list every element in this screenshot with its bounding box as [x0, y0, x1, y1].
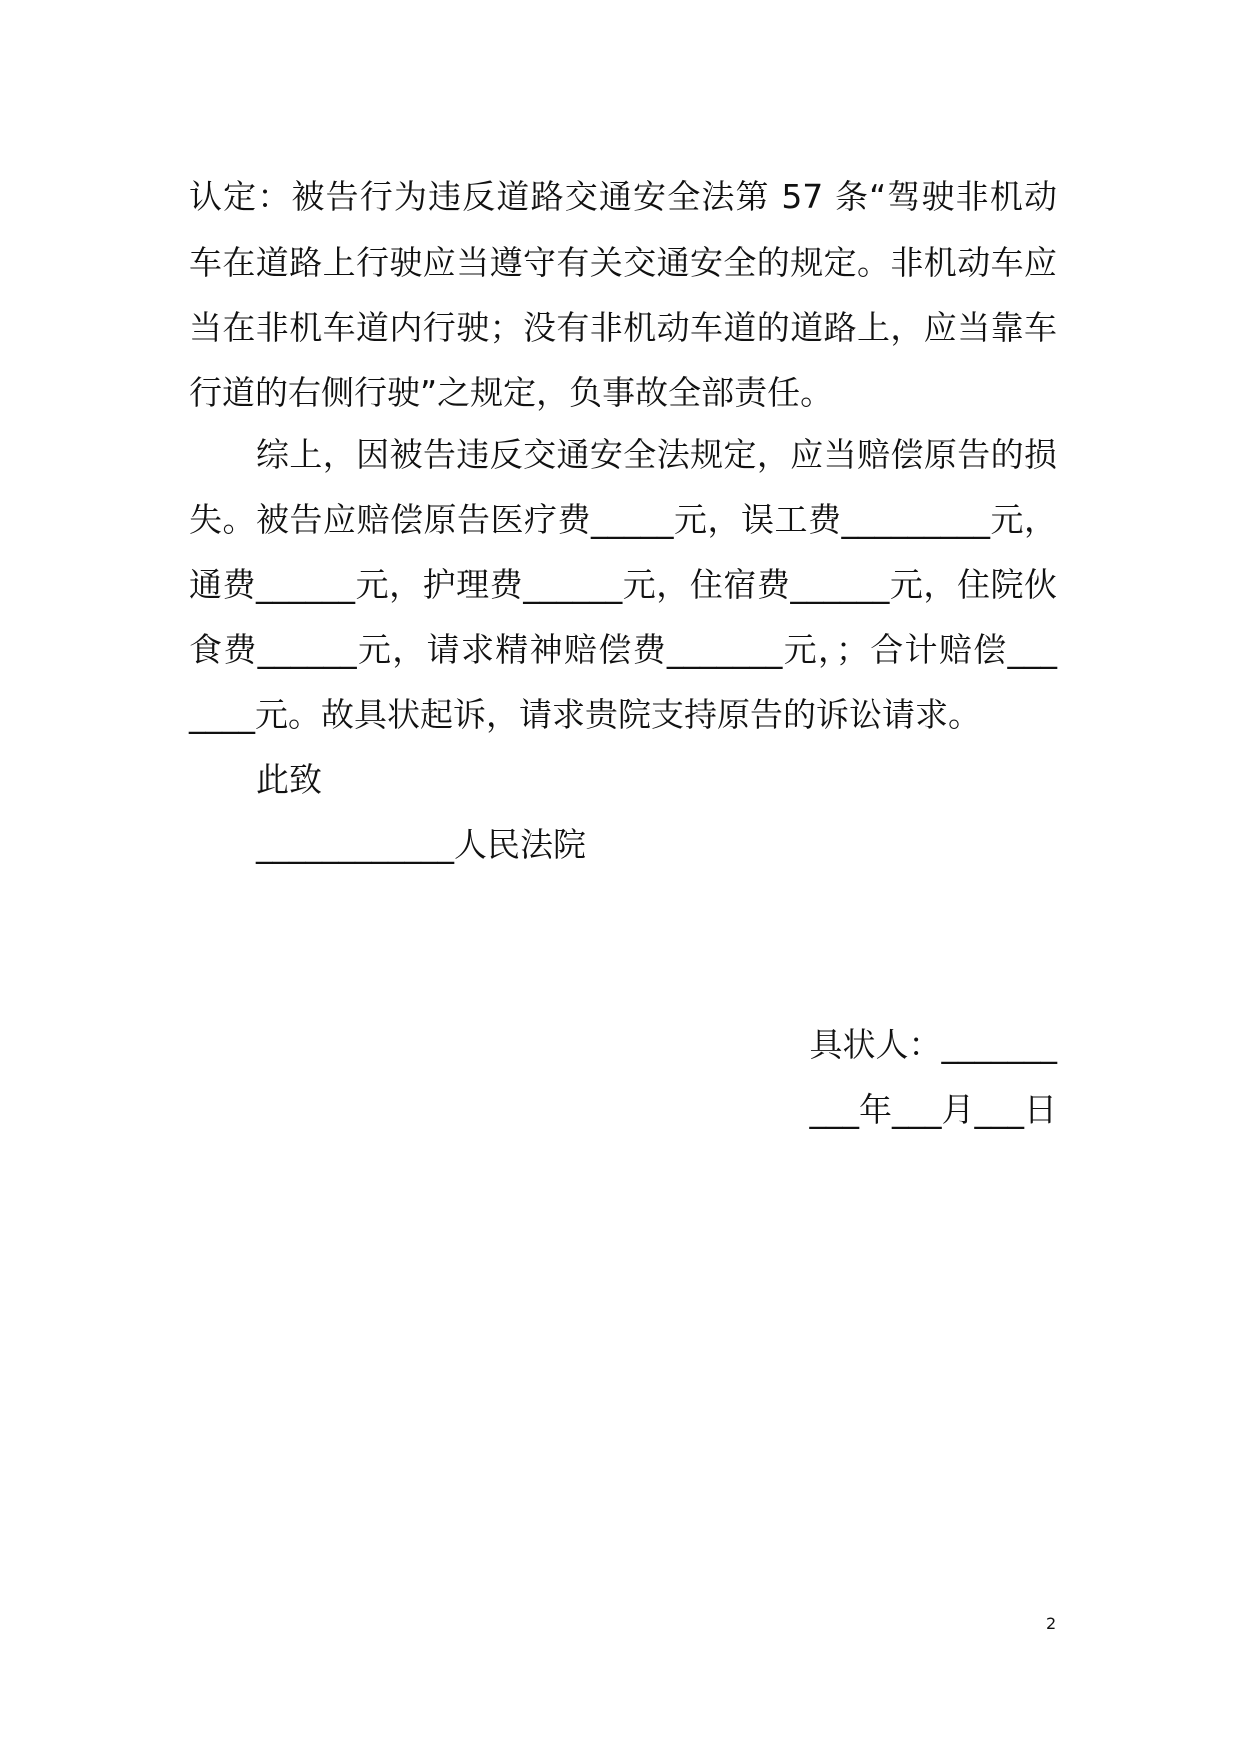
- date-line: ___年___月___日: [809, 1090, 1057, 1129]
- body-line: 综上，因被告违反交通安全法规定，应当赔偿原告的损: [256, 435, 1057, 474]
- body-line: 车在道路上行驶应当遵守有关交通安全的规定。非机动车应: [189, 243, 1057, 282]
- salutation: 此致: [256, 760, 322, 799]
- body-line: 通费______元，护理费______元，住宿费______元，住院伙: [189, 565, 1057, 604]
- body-line: 失。被告应赔偿原告医疗费_____元，误工费_________元，: [189, 500, 1057, 539]
- body-line: 食费______元，请求精神赔偿费_______元，；合计赔偿___: [189, 630, 1057, 669]
- body-line: 行道的右侧行驶”之规定，负事故全部责任。: [189, 373, 834, 412]
- body-line: 认定：被告行为违反道路交通安全法第 57 条“驾驶非机动: [189, 177, 1057, 216]
- signer-line: 具状人：_______: [809, 1025, 1057, 1064]
- body-line: ____元。故具状起诉，请求贵院支持原告的诉讼请求。: [189, 695, 981, 734]
- court-name: ____________人民法院: [256, 825, 586, 864]
- body-line: 当在非机车道内行驶；没有非机动车道的道路上，应当靠车: [189, 308, 1057, 347]
- page-number: 2: [1046, 1614, 1057, 1633]
